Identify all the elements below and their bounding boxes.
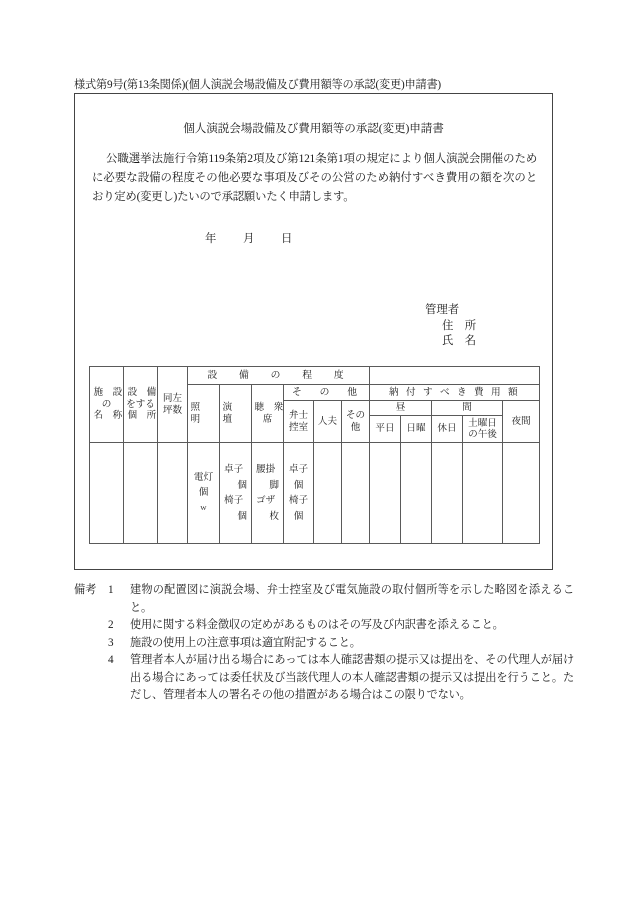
tsubo-area-line-2: 坪数 <box>162 404 183 416</box>
application-form-frame <box>74 93 553 570</box>
signature-block <box>425 303 476 350</box>
podium-stack <box>220 456 251 530</box>
lighting-unit-1: 電灯 <box>193 471 214 483</box>
header-daytime-left: 昼 <box>370 401 432 416</box>
podium-item-4: 個 <box>237 510 247 522</box>
equipment-fee-table <box>89 366 540 544</box>
header-group-other: そ の 他 <box>284 385 370 401</box>
audience-seats-stack <box>252 456 283 530</box>
audience-item-3: ゴザ <box>256 495 276 506</box>
lighting-unit-2: 個 <box>198 487 209 499</box>
note-number-3: 3 <box>108 636 114 649</box>
equipment-location-line-1: 設 備 <box>127 387 157 399</box>
header-cell-night <box>503 401 540 443</box>
cell-equipment-location[interactable] <box>124 443 158 544</box>
podium-item-2: 個 <box>237 479 247 491</box>
note-item-3 <box>74 635 574 653</box>
podium-item-1: 卓子 <box>224 464 244 475</box>
note-text-3: 施設の使用上の注意事項は適宜附記すること。 <box>130 636 361 649</box>
header-cell-sunday <box>401 416 432 443</box>
sunday-label: 日曜 <box>406 423 426 434</box>
audience-seats-line-1: 聴 衆 <box>254 402 284 413</box>
header-cell-laborers <box>314 401 342 443</box>
night-label: 夜間 <box>511 415 531 427</box>
header-cell-equipment-location <box>124 367 158 443</box>
lighting-stack <box>188 464 219 523</box>
cell-laborers[interactable] <box>314 443 342 544</box>
audience-item-1: 腰掛 <box>256 464 276 475</box>
cell-tsubo-area[interactable] <box>158 443 188 544</box>
note-text-1: 建物の配置図に演説会場、弁士控室及び電気施設の取付個所等を示した略図を添えること。 <box>130 584 574 614</box>
table-header-row-groups <box>90 367 540 385</box>
note-text-4: 管理者本人が届け出る場合にあっては本人確認書類の提示又は提出を、その代理人が届け出る場合にあっては委任状及び当該代理人の本人確認書類の提示又は提出を行うこと。ただし、管理者本人の署名その他の措置がある場合はこの限りでない。 <box>130 654 574 701</box>
header-group-equipment-degree: 設 備 の 程 度 <box>188 367 370 385</box>
note-item-1 <box>74 582 574 617</box>
lighting-label: 照 明 <box>190 402 210 425</box>
cell-saturday-afternoon[interactable] <box>463 443 503 544</box>
header-daytime-right: 間 <box>432 401 503 416</box>
cell-speaker-room[interactable] <box>284 443 314 544</box>
address-label: 住 所 <box>442 319 477 332</box>
header-cell-facility-name <box>90 367 124 443</box>
notes-section <box>74 582 574 705</box>
notes-label: 備考 <box>74 584 97 596</box>
header-cell-tsubo-area <box>158 367 188 443</box>
laborers-label: 人夫 <box>317 415 338 427</box>
cell-sunday[interactable] <box>401 443 432 544</box>
audience-item-2: 脚 <box>269 479 279 491</box>
date-line <box>205 230 292 246</box>
manager-role-label: 管理者 <box>425 304 460 316</box>
lighting-unit-3: W <box>200 504 207 512</box>
tsubo-area-line-1: 同左 <box>162 393 183 404</box>
speaker-room-stack <box>284 456 313 530</box>
date-month-label: 月 <box>243 233 255 245</box>
equipment-location-line-3: 個 所 <box>127 410 157 422</box>
speaker-room-line-2: 控室 <box>288 421 309 433</box>
speaker-room-item-2: 個 <box>293 479 304 491</box>
application-body-paragraph: 公職選挙法施行令第119条第2項及び第121条第1項の規定により個人演説会開催のために必要な設備の程度その他必要な事項及びその公営のため納付すべき費用の額を次のとおり定め(変更し)たいので承認願いたく申請します。 <box>92 153 537 203</box>
cell-audience-seats[interactable] <box>252 443 284 544</box>
date-day-label: 日 <box>281 233 293 245</box>
header-spacer-cell <box>370 367 540 385</box>
table-row <box>90 443 540 544</box>
note-number-4: 4 <box>108 654 114 666</box>
saturday-afternoon-line-2: の午後 <box>468 429 497 440</box>
audience-seats-line-2: 席 <box>262 413 273 425</box>
equipment-location-line-2: をする <box>126 398 155 410</box>
cell-lighting[interactable] <box>188 443 220 544</box>
cell-other-equipment[interactable] <box>342 443 370 544</box>
header-cell-lighting <box>188 385 220 443</box>
date-year-label: 年 <box>205 233 217 245</box>
note-item-2 <box>74 617 574 635</box>
header-cell-speaker-room <box>284 401 314 443</box>
speaker-room-line-1: 弁士 <box>288 410 309 421</box>
note-text-2: 使用に関する料金徴収の定めがあるものはその写及び内訳書を添えること。 <box>130 619 504 631</box>
other-equipment-line-2: 他 <box>350 421 361 433</box>
cell-holiday[interactable] <box>432 443 463 544</box>
facility-name-line-3: 名 称 <box>93 410 123 422</box>
speaker-room-item-4: 個 <box>293 510 304 522</box>
cell-weekday[interactable] <box>370 443 401 544</box>
note-number-2: 2 <box>108 619 114 631</box>
cell-night[interactable] <box>503 443 540 544</box>
form-number-caption: 様式第9号(第13条関係)(個人演説会場設備及び費用額等の承認(変更)申請書) <box>74 79 441 91</box>
facility-name-line-2: の <box>101 398 112 410</box>
podium-label: 演 壇 <box>222 402 242 425</box>
header-group-fee-amount: 納 付 す べ き 費 用 額 <box>370 385 540 401</box>
header-cell-podium <box>220 385 252 443</box>
header-cell-saturday-afternoon <box>463 416 503 443</box>
facility-name-line-1: 施 設 <box>93 387 123 399</box>
note-item-4 <box>74 652 574 705</box>
header-cell-other-equipment <box>342 401 370 443</box>
speaker-room-item-1: 卓子 <box>288 464 309 475</box>
name-label: 氏 名 <box>442 335 477 347</box>
podium-item-3: 椅子 <box>224 495 244 506</box>
holiday-label: 休日 <box>437 423 457 434</box>
weekday-label: 平日 <box>375 423 395 434</box>
saturday-afternoon-line-1: 土曜日 <box>468 417 497 429</box>
page-title: 個人演説会場設備及び費用額等の承認(変更)申請書 <box>183 122 444 135</box>
cell-facility-name[interactable] <box>90 443 124 544</box>
header-cell-audience-seats <box>252 385 284 443</box>
header-cell-holiday <box>432 416 463 443</box>
note-number-1: 1 <box>108 584 114 596</box>
speaker-room-item-3: 椅子 <box>288 495 309 506</box>
audience-item-4: 枚 <box>269 510 279 522</box>
header-cell-weekday <box>370 416 401 443</box>
cell-podium[interactable] <box>220 443 252 544</box>
other-equipment-line-1: その <box>345 410 366 421</box>
